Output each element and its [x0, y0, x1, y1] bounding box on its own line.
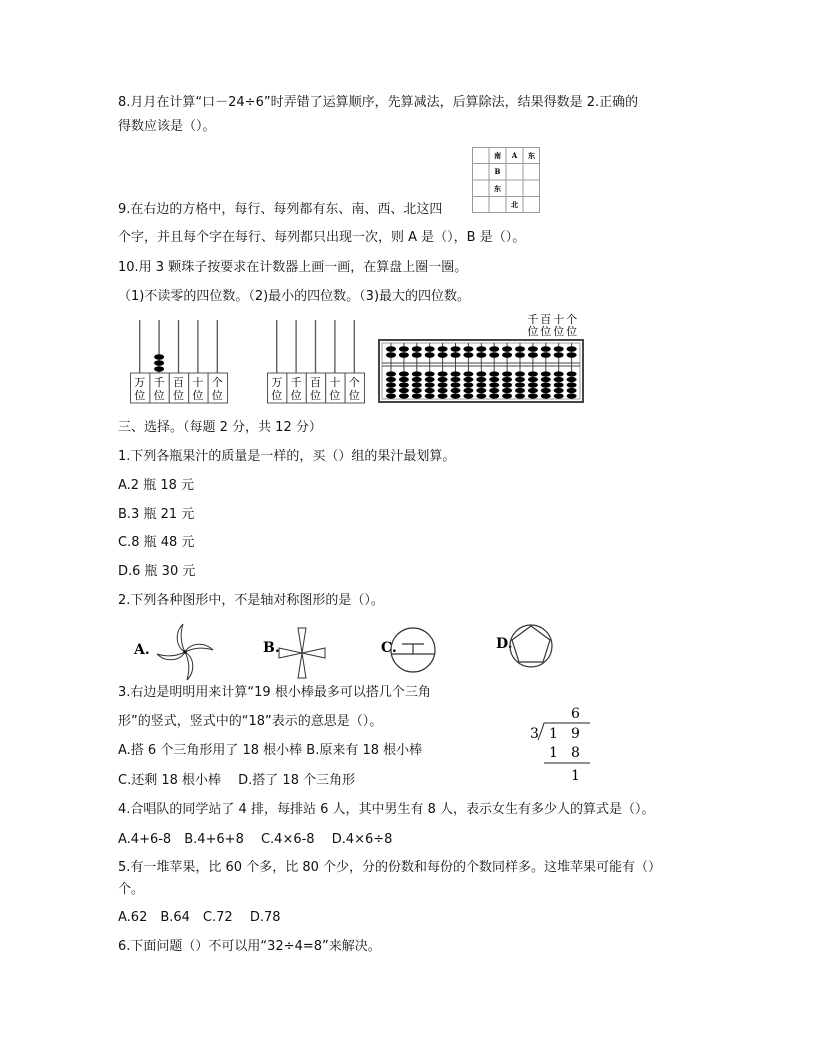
- division-remainder: 1: [571, 768, 580, 784]
- long-division: [528, 700, 594, 784]
- lower-bead: [451, 377, 461, 382]
- q8-line1: 8.月月在计算“口－24÷6”时弄错了运算顺序，先算减法，后算除法，结果得数是 2.正确的: [118, 95, 639, 110]
- lower-bead: [463, 382, 473, 387]
- upper-bead: [451, 346, 461, 352]
- upper-bead: [399, 352, 409, 358]
- upper-bead: [515, 346, 525, 352]
- lower-bead: [515, 388, 525, 393]
- lower-bead: [567, 382, 577, 387]
- lower-bead: [567, 377, 577, 382]
- bowtie-cross-shape: [279, 628, 325, 678]
- lower-bead: [476, 388, 486, 393]
- abacus-place-label: 千: [527, 313, 539, 326]
- lower-bead: [425, 382, 435, 387]
- lower-bead: [528, 382, 538, 387]
- place-label: 位: [290, 389, 302, 402]
- lower-bead: [399, 371, 409, 376]
- s3-option-cd: C.还剩 18 根小棒 D.搭了 18 个三角形: [118, 773, 356, 788]
- upper-bead: [425, 352, 435, 358]
- lower-bead: [515, 371, 525, 376]
- upper-bead: [438, 352, 448, 358]
- lower-bead: [489, 388, 499, 393]
- bead: [154, 354, 164, 360]
- lower-bead: [438, 371, 448, 376]
- lower-bead: [515, 377, 525, 382]
- lower-bead: [502, 371, 512, 376]
- lower-bead: [502, 388, 512, 393]
- abacus-place-label: 位: [566, 325, 578, 338]
- shape-label-d: D.: [496, 636, 513, 652]
- lower-bead: [386, 377, 396, 382]
- lower-bead: [463, 393, 473, 398]
- bead: [154, 366, 164, 372]
- lower-bead: [412, 371, 422, 376]
- counter-1: [130, 320, 227, 404]
- place-label: 位: [310, 389, 321, 402]
- lower-bead: [438, 388, 448, 393]
- upper-bead: [567, 346, 577, 352]
- place-label: 位: [348, 389, 360, 402]
- abacus-place-label: 十: [553, 313, 565, 326]
- place-label: 个: [211, 376, 223, 389]
- s1-option-d: D.6 瓶 30 元: [118, 564, 196, 579]
- lower-bead: [399, 377, 409, 382]
- lower-bead: [528, 388, 538, 393]
- s2-stem: 2.下列各种图形中，不是轴对称图形的是（）。: [118, 593, 384, 608]
- lower-bead: [412, 377, 422, 382]
- lower-bead: [541, 377, 551, 382]
- s1-stem: 1.下列各瓶果汁的质量是一样的，买（）组的果汁最划算。: [118, 449, 456, 464]
- lower-bead: [554, 377, 564, 382]
- lower-bead: [425, 377, 435, 382]
- s4-stem: 4.合唱队的同学站了 4 排，每排站 6 人，其中男生有 8 人，表示女生有多少人的算式是（）。: [118, 802, 655, 817]
- lower-bead: [399, 388, 409, 393]
- upper-bead: [451, 352, 461, 358]
- place-label: 位: [271, 389, 283, 402]
- lower-bead: [425, 388, 435, 393]
- place-label: 百: [310, 376, 321, 389]
- place-label: 个: [348, 376, 360, 389]
- lower-bead: [528, 393, 538, 398]
- division-product: 8: [571, 745, 580, 761]
- abacus-place-label: 位: [553, 325, 565, 338]
- place-label: 十: [192, 376, 204, 389]
- lower-bead: [451, 393, 461, 398]
- abacus-place-label: 位: [527, 325, 539, 338]
- lower-bead: [476, 371, 486, 376]
- counter-2: [267, 320, 364, 404]
- lower-bead: [386, 388, 396, 393]
- grid-cell: 东: [528, 151, 535, 160]
- lower-bead: [541, 371, 551, 376]
- lower-bead: [541, 382, 551, 387]
- upper-bead: [386, 352, 396, 358]
- upper-bead: [476, 346, 486, 352]
- lower-bead: [463, 371, 473, 376]
- division-quotient: 6: [571, 706, 580, 722]
- upper-bead: [463, 346, 473, 352]
- lower-bead: [451, 382, 461, 387]
- grid-cell: B: [494, 167, 501, 176]
- lower-bead: [541, 388, 551, 393]
- lower-bead: [425, 393, 435, 398]
- s5-line2: 个。: [118, 882, 145, 897]
- lower-bead: [463, 388, 473, 393]
- lower-bead: [567, 388, 577, 393]
- shape-label-c: C.: [381, 640, 397, 656]
- place-label: 百: [173, 376, 184, 389]
- lower-bead: [451, 388, 461, 393]
- lower-bead: [412, 382, 422, 387]
- upper-bead: [489, 352, 499, 358]
- division-dividend: 9: [571, 726, 580, 742]
- lower-bead: [399, 393, 409, 398]
- lower-bead: [541, 393, 551, 398]
- place-label: 万: [134, 376, 146, 389]
- upper-bead: [476, 352, 486, 358]
- lower-bead: [528, 377, 538, 382]
- lower-bead: [567, 371, 577, 376]
- upper-bead: [554, 352, 564, 358]
- s1-option-c: C.8 瓶 48 元: [118, 535, 195, 550]
- q10-line1: 10.用 3 颗珠子按要求在计数器上画一画，在算盘上圈一圈。: [118, 260, 468, 275]
- grid-cell: 南: [494, 151, 501, 160]
- lower-bead: [412, 388, 422, 393]
- place-label: 位: [173, 389, 184, 402]
- place-label: 位: [153, 389, 165, 402]
- upper-bead: [528, 352, 538, 358]
- lower-bead: [399, 382, 409, 387]
- place-label: 千: [290, 376, 302, 389]
- s4-options: A.4+6-8 B.4+6+8 C.4×6-8 D.4×6÷8: [118, 832, 393, 847]
- lower-bead: [438, 382, 448, 387]
- upper-bead: [386, 346, 396, 352]
- lower-bead: [476, 393, 486, 398]
- upper-bead: [425, 346, 435, 352]
- division-product: 1: [549, 745, 558, 761]
- lower-bead: [489, 382, 499, 387]
- lower-bead: [502, 393, 512, 398]
- abacus-place-label: 百: [540, 313, 552, 326]
- s3-line1: 3.右边是明明用来计算“19 根小棒最多可以搭几个三角: [118, 685, 431, 700]
- upper-bead: [489, 346, 499, 352]
- lower-bead: [386, 393, 396, 398]
- s3-option-ab: A.搭 6 个三角形用了 18 根小棒 B.原来有 18 根小棒: [118, 743, 423, 758]
- upper-bead: [502, 352, 512, 358]
- lower-bead: [438, 393, 448, 398]
- lower-bead: [502, 377, 512, 382]
- place-label: 位: [329, 389, 341, 402]
- lower-bead: [489, 393, 499, 398]
- lower-bead: [554, 393, 564, 398]
- upper-bead: [502, 346, 512, 352]
- place-label: 位: [192, 389, 204, 402]
- bead: [154, 360, 164, 366]
- lower-bead: [425, 371, 435, 376]
- shape-label-b: B.: [263, 640, 280, 656]
- direction-grid: [472, 147, 540, 213]
- section3-title: 三、选择。（每题 2 分，共 12 分）: [118, 420, 322, 435]
- lower-bead: [554, 382, 564, 387]
- upper-bead: [541, 352, 551, 358]
- lower-bead: [554, 371, 564, 376]
- grid-cell: A: [511, 151, 518, 160]
- upper-bead: [399, 346, 409, 352]
- q8-line2: 得数应该是（）。: [118, 119, 216, 134]
- shape-label-a: A.: [134, 642, 150, 658]
- lower-bead: [489, 371, 499, 376]
- place-label: 位: [134, 389, 146, 402]
- upper-bead: [438, 346, 448, 352]
- s5-line1: 5.有一堆苹果，比 60 个多，比 80 个少，分的份数和每份的个数同样多。这堆苹果可能有（）: [118, 860, 662, 875]
- s6-stem: 6.下面问题（）不可以用“32÷4=8”来解决。: [118, 939, 381, 954]
- division-divisor: 3: [530, 726, 539, 742]
- lower-bead: [489, 377, 499, 382]
- lower-bead: [386, 371, 396, 376]
- upper-bead: [515, 352, 525, 358]
- lower-bead: [412, 393, 422, 398]
- s5-options: A.62 B.64 C.72 D.78: [118, 910, 281, 925]
- s1-option-a: A.2 瓶 18 元: [118, 478, 195, 493]
- lower-bead: [386, 382, 396, 387]
- lower-bead: [554, 388, 564, 393]
- upper-bead: [463, 352, 473, 358]
- place-label: 千: [153, 376, 165, 389]
- s3-line2: 形”的竖式，竖式中的“18”表示的意思是（）。: [118, 714, 383, 729]
- place-label: 万: [271, 376, 283, 389]
- upper-bead: [528, 346, 538, 352]
- upper-bead: [541, 346, 551, 352]
- place-label: 位: [211, 389, 223, 402]
- upper-bead: [567, 352, 577, 358]
- place-label: 十: [329, 376, 341, 389]
- shape-options: [130, 622, 590, 678]
- pinwheel-shape: [157, 624, 213, 680]
- q9-line2: 个字，并且每个字在每行、每列都只出现一次，则 A 是（），B 是（）。: [118, 230, 526, 245]
- pentagon-in-circle-shape: [510, 625, 552, 667]
- lower-bead: [476, 377, 486, 382]
- abacus-place-label: 位: [540, 325, 552, 338]
- lower-bead: [567, 393, 577, 398]
- grid-cell: 东: [494, 184, 501, 193]
- q10-line2: （1)不读零的四位数。（2)最小的四位数。（3)最大的四位数。: [118, 289, 471, 304]
- q9-line1: 9.在右边的方格中，每行、每列都有东、南、西、北这四: [118, 202, 443, 217]
- lower-bead: [528, 371, 538, 376]
- s1-option-b: B.3 瓶 21 元: [118, 507, 195, 522]
- lower-bead: [476, 382, 486, 387]
- division-dividend: 1: [549, 726, 558, 742]
- lower-bead: [502, 382, 512, 387]
- upper-bead: [554, 346, 564, 352]
- upper-bead: [412, 352, 422, 358]
- grid-cell: 北: [511, 200, 518, 209]
- upper-bead: [412, 346, 422, 352]
- lower-bead: [463, 377, 473, 382]
- abacus: [378, 312, 584, 404]
- lower-bead: [451, 371, 461, 376]
- lower-bead: [438, 377, 448, 382]
- lower-bead: [515, 393, 525, 398]
- circle-symbol-shape: [391, 628, 435, 672]
- abacus-place-label: 个: [566, 313, 578, 326]
- lower-bead: [515, 382, 525, 387]
